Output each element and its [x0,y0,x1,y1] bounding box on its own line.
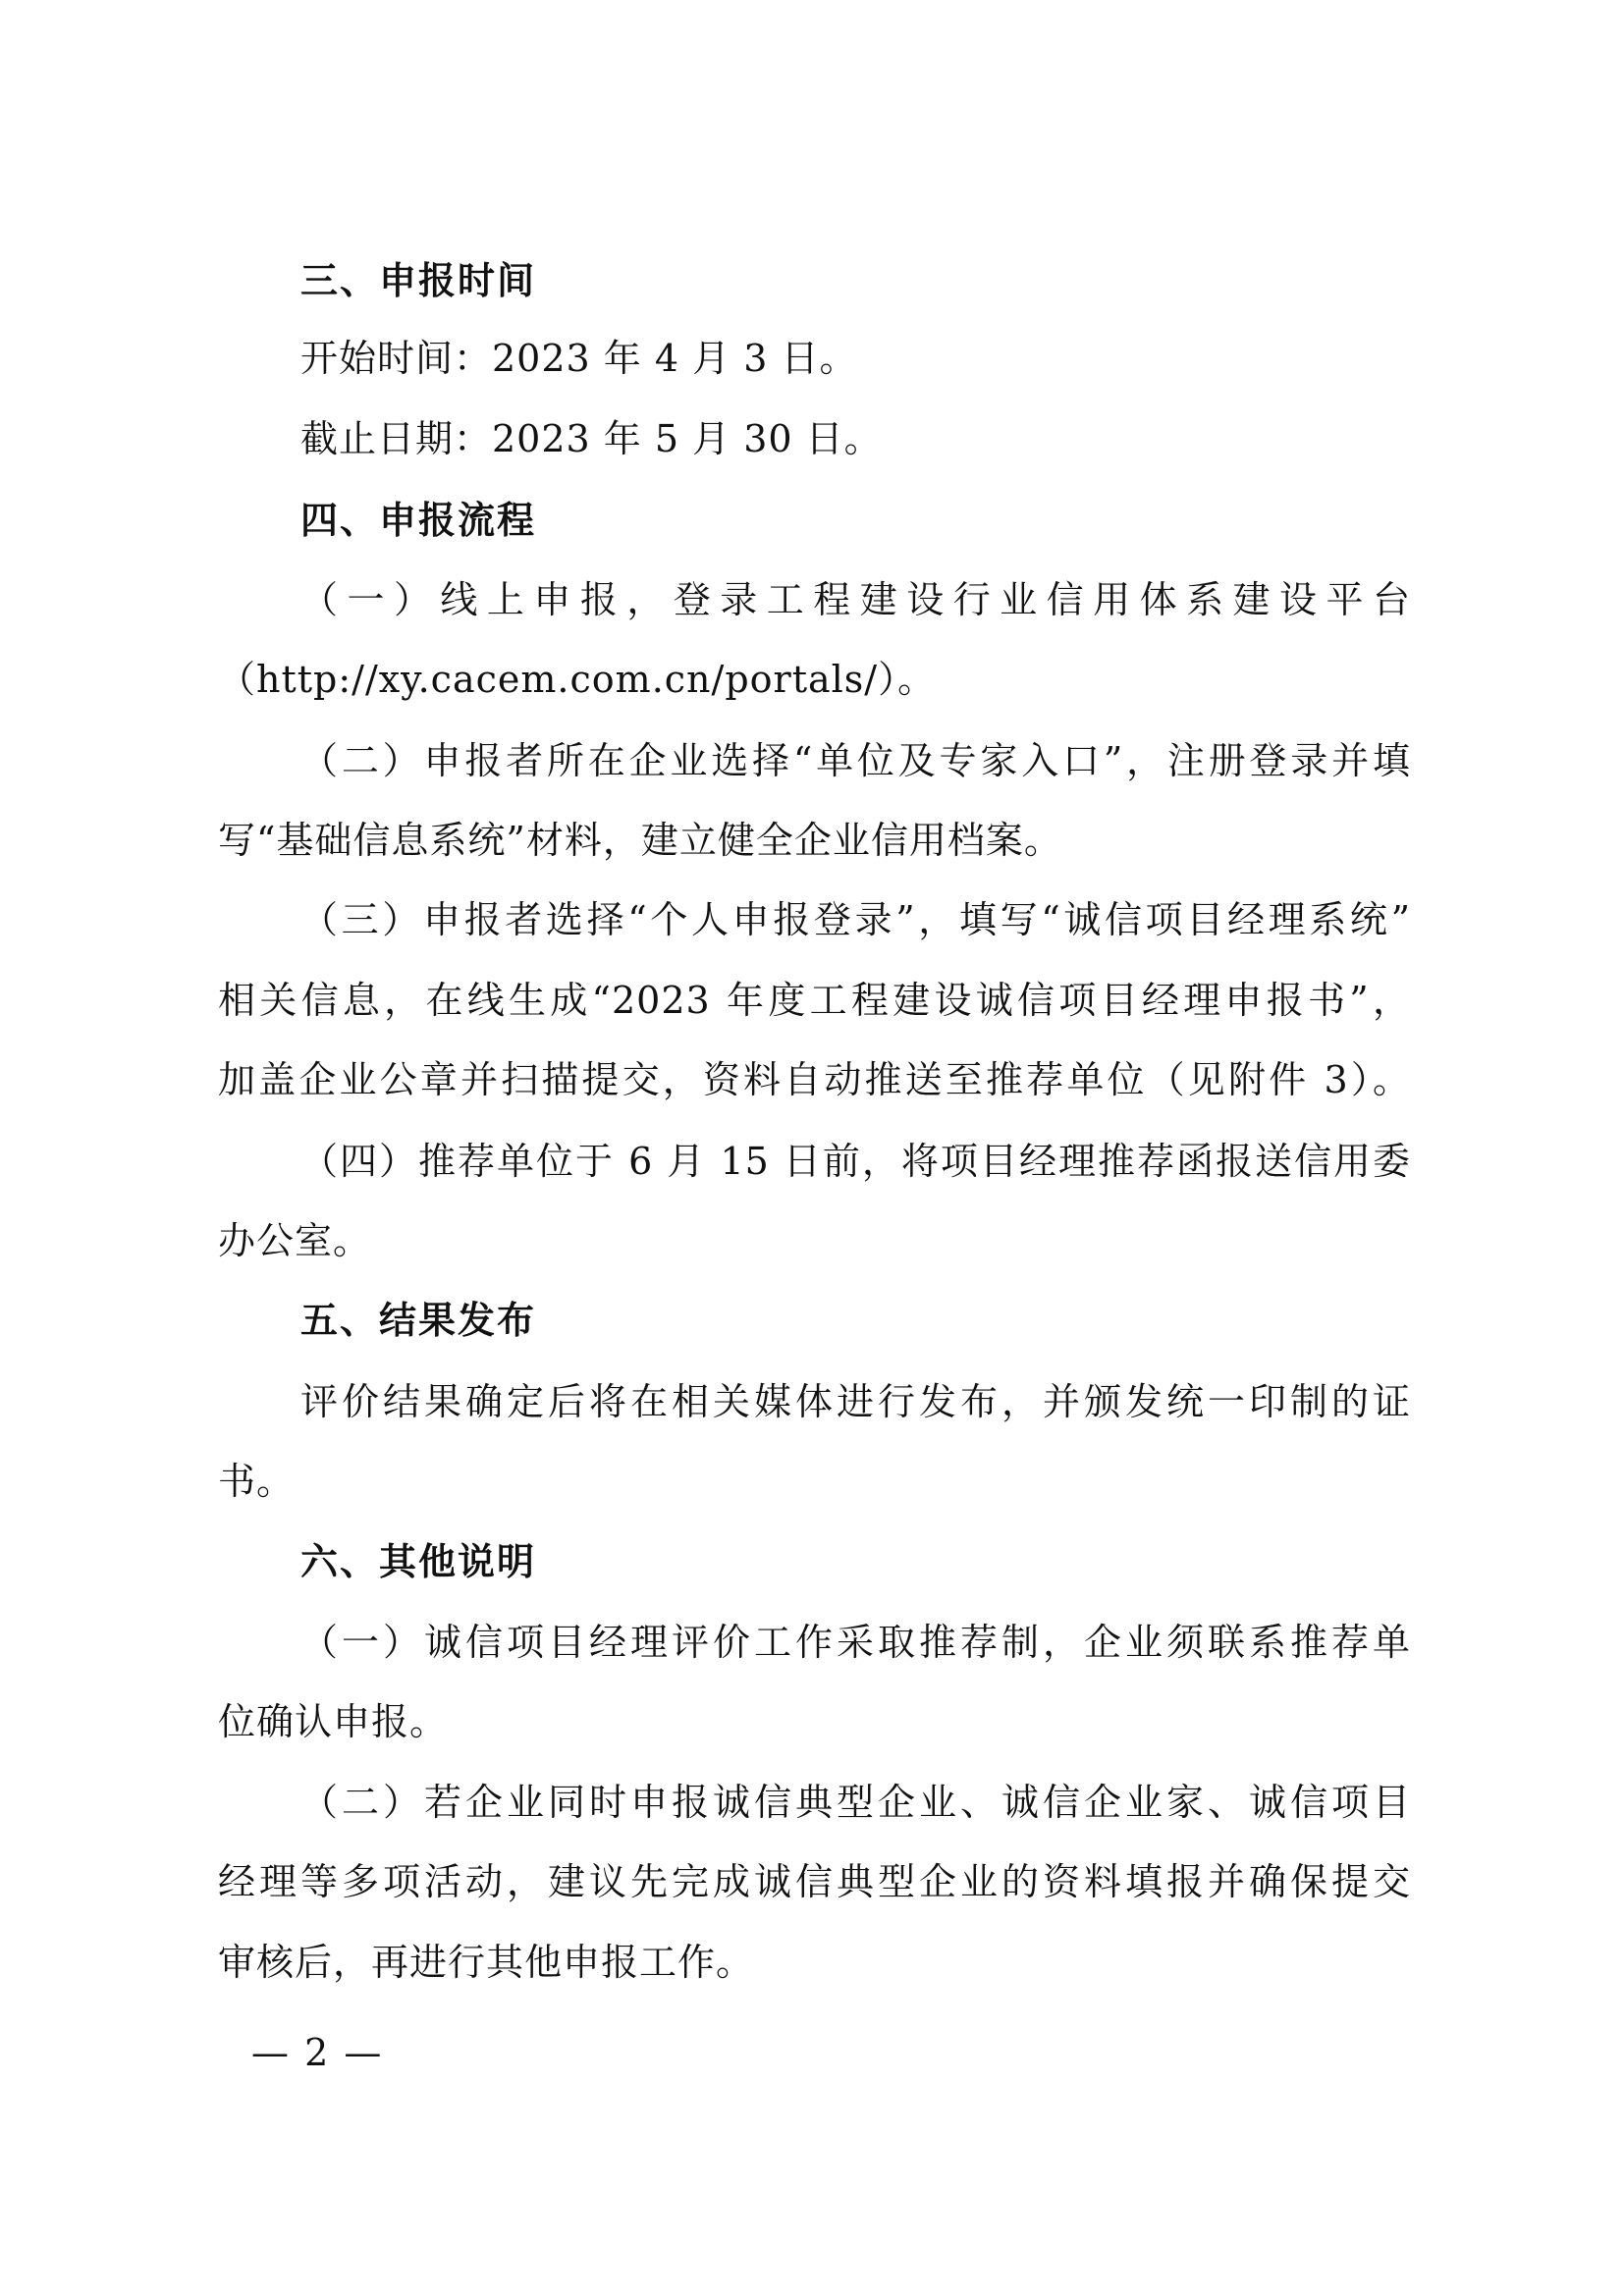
section-heading-application-process: 四、申报流程 [300,499,537,542]
process-step-4-line-2: 办公室。 [218,1219,372,1262]
process-step-2-line-1: （二）申报者所在企业选择“单位及专家入口”，注册登录并填 [300,739,1411,782]
result-line-1: 评价结果确定后将在相关媒体进行发布，并颁发统一印制的证 [300,1380,1411,1423]
process-step-1-line-1: （一）线上申报，登录工程建设行业信用体系建设平台 [300,578,1411,621]
note-1-line-2: 位确认申报。 [218,1700,449,1743]
process-step-2-line-2: 写“基础信息系统”材料，建立健全企业信用档案。 [218,819,1062,862]
note-2-line-2: 经理等多项活动，建议先完成诚信典型企业的资料填报并确保提交 [218,1860,1411,1903]
process-step-4-line-1: （四）推荐单位于 6 月 15 日前，将项目经理推荐函报送信用委 [300,1140,1411,1183]
note-2-line-1: （二）若企业同时申报诚信典型企业、诚信企业家、诚信项目 [300,1781,1411,1824]
process-step-3-line-3: 加盖企业公章并扫描提交，资料自动推送至推荐单位（见附件 3）。 [218,1058,1411,1101]
note-1-line-1: （一）诚信项目经理评价工作采取推荐制，企业须联系推荐单 [300,1621,1411,1664]
section-heading-application-time: 三、申报时间 [300,259,537,302]
result-line-2: 书。 [218,1460,296,1503]
page-number: — 2 — [251,2031,384,2074]
note-2-line-3: 审核后，再进行其他申报工作。 [218,1941,755,1984]
section-heading-other-notes: 六、其他说明 [300,1540,537,1583]
process-step-3-line-2: 相关信息，在线生成“2023 年度工程建设诚信项目经理申报书”， [218,979,1411,1022]
start-date-line: 开始时间：2023 年 4 月 3 日。 [300,337,858,380]
process-step-1-url-line: （http://xy.cacem.com.cn/portals/）。 [218,658,937,701]
section-heading-result-release: 五、结果发布 [300,1299,537,1342]
deadline-line: 截止日期：2023 年 5 月 30 日。 [300,417,883,460]
process-step-3-line-1: （三）申报者选择“个人申报登录”，填写“诚信项目经理系统” [300,898,1411,941]
